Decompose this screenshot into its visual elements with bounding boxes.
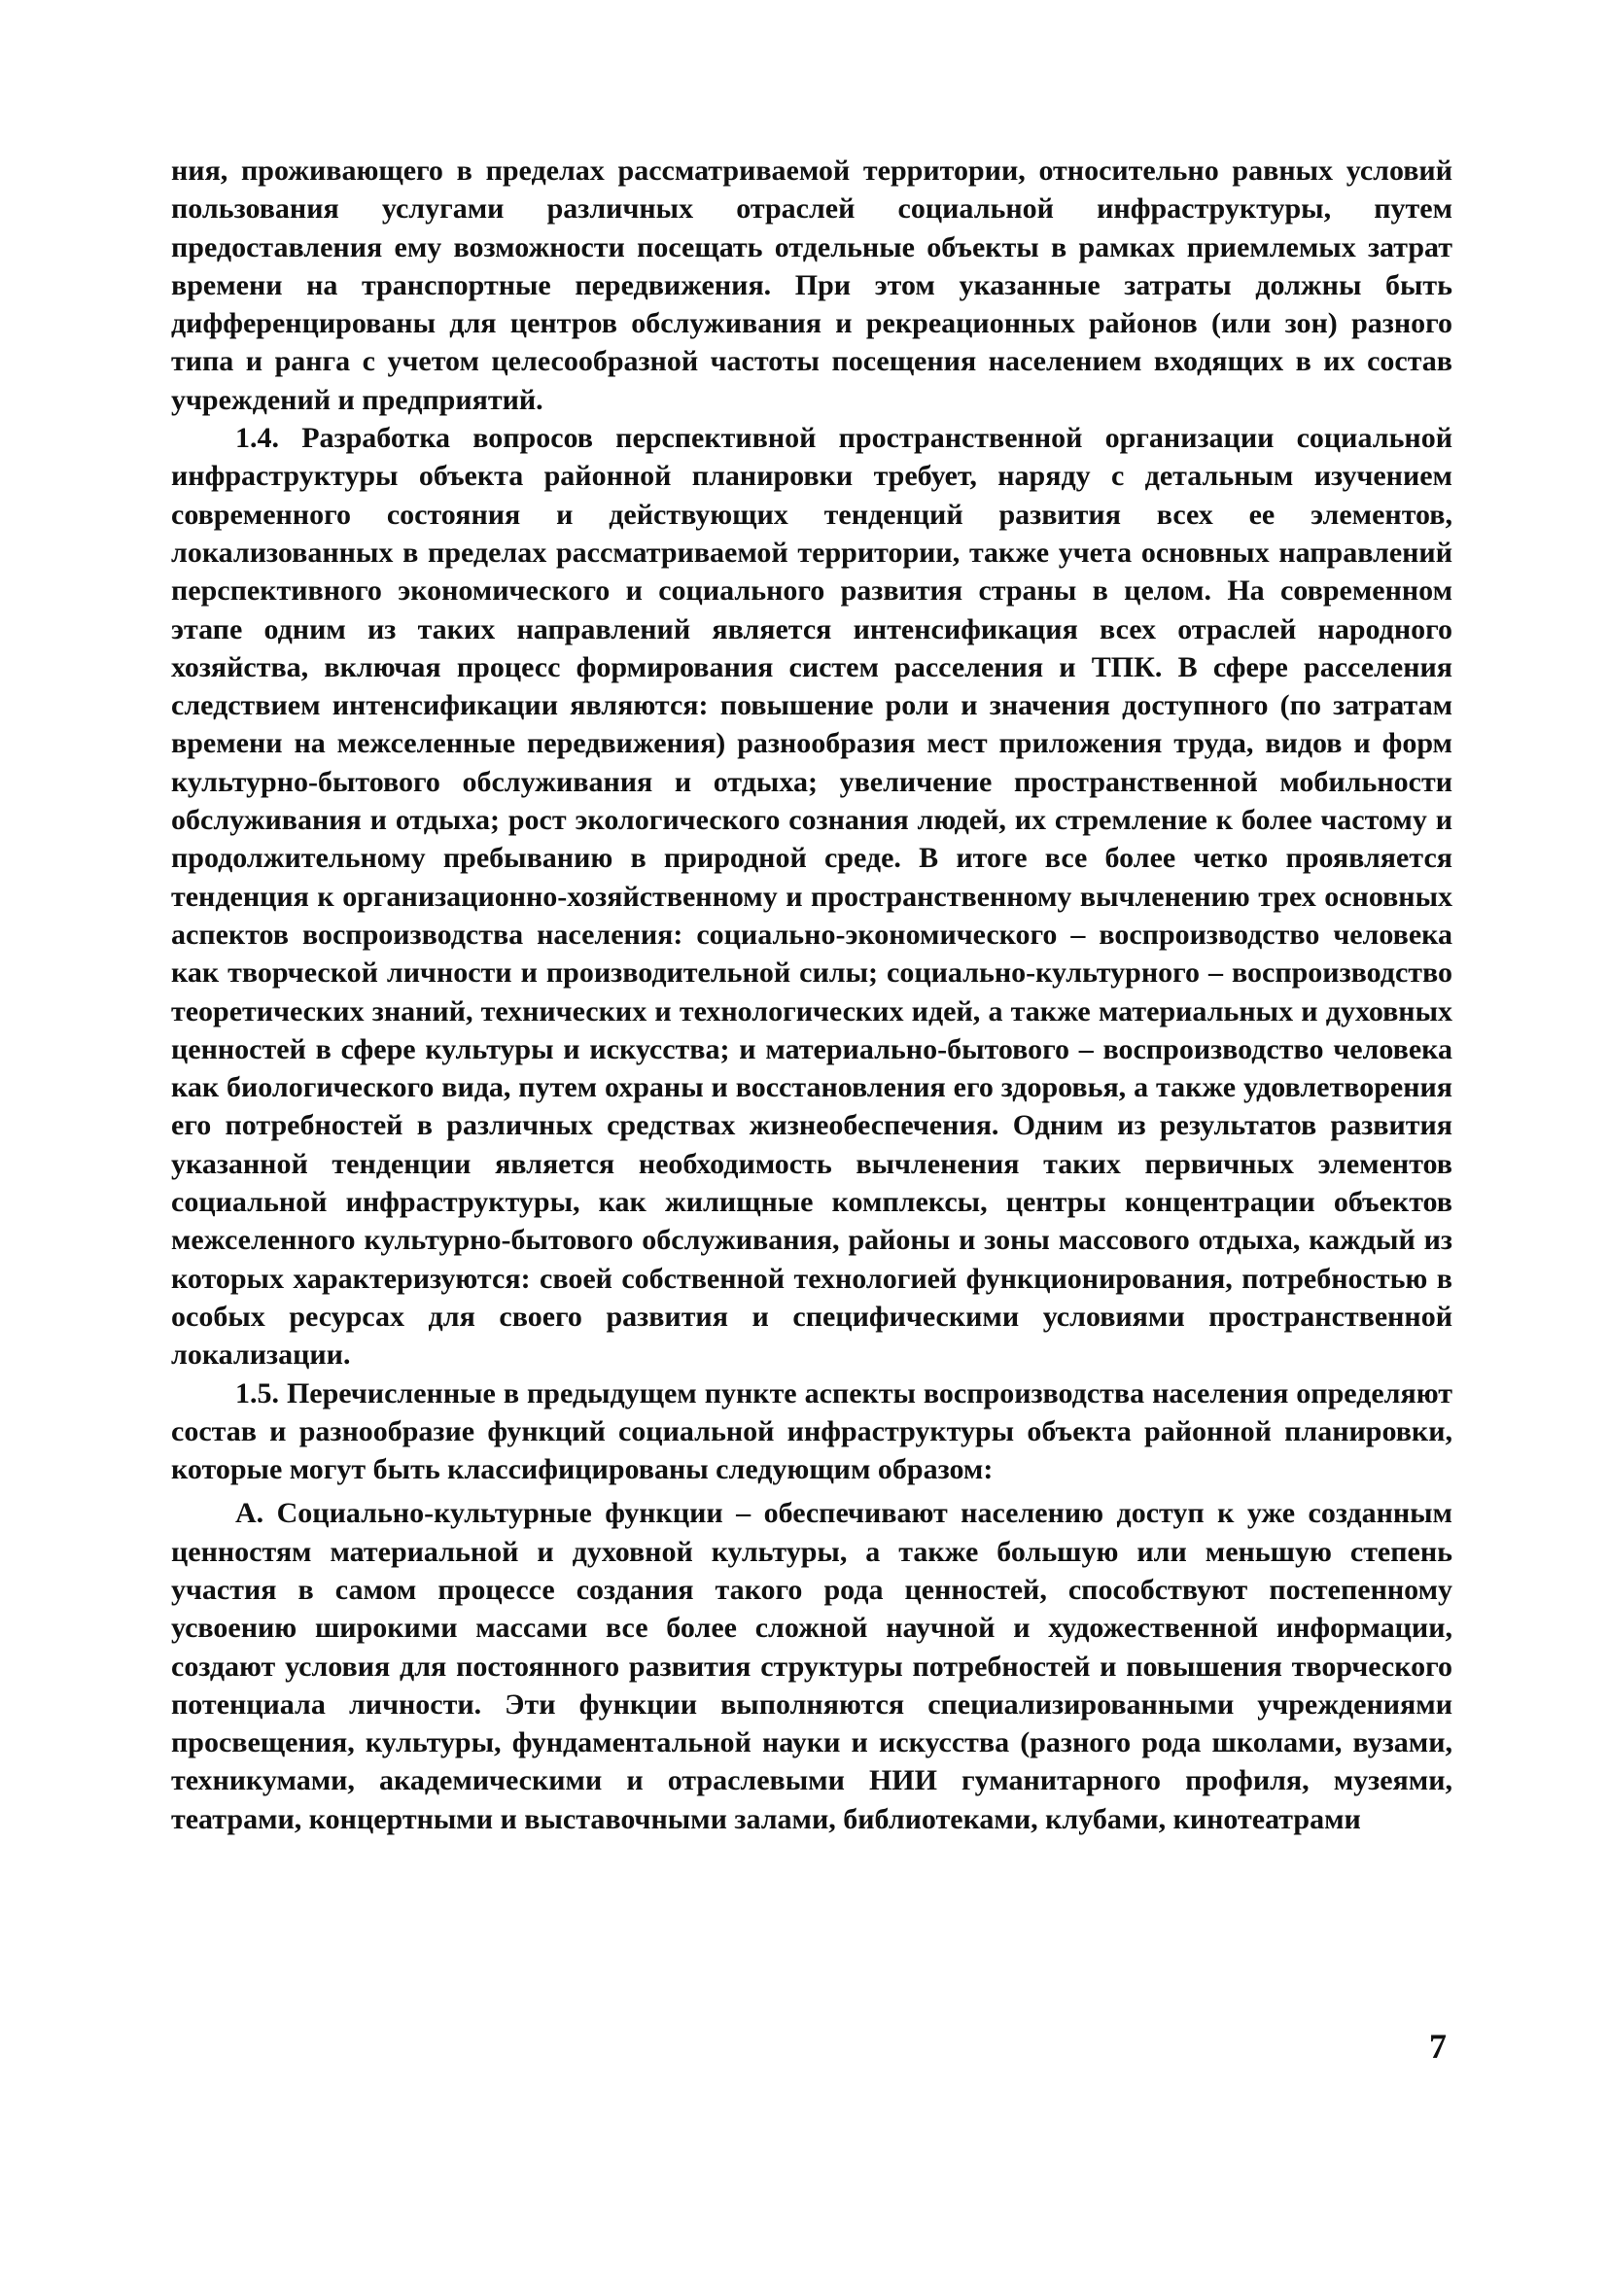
page-number: 7	[1429, 2027, 1447, 2066]
paragraph-1-4: 1.4. Разработка вопросов перспективной пространственной организации социальной инфраструктуры объекта районной планировки требует, наряду с детальным изучением современного состояния и действующих тенденций развития всех ее элементов, локализованных в пределах рассматриваемой территории, также учета основных направлений перспективного экономического и социального развития страны в целом. На современном этапе одним из таких направлений является интенсификация всех отраслей народного хозяйства, включая процесс формирования систем расселения и ТПК. В сфере расселения следствием интенсификации являются: повышение роли и значения доступного (по затратам времени на межселенные передвижения) разнообразия мест приложения труда, видов и форм культурно-бытового обслуживания и отдыха; увеличение пространственной мобильности обслуживания и отдыха; рост экологического сознания людей, их стремление к более частому и продолжительному пребыванию в природной среде. В итоге все более четко проявляется тенденция к организационно-хозяйственному и пространственному вычленению трех основных аспектов воспроизводства населения: социально-экономического – воспроизводство человека как творческой личности и производительной силы; социально-культурного – воспроизводство теоретических знаний, технических и технологических идей, а также материальных и духовных ценностей в сфере культуры и искусства; и материально-бытового – воспроизводство человека как биологического вида, путем охраны и восстановления его здоровья, а также удовлетворения его потребностей в различных средствах жизнеобеспечения. Одним из результатов развития указанной тенденции является необходимость вычленения таких первичных элементов социальной инфраструктуры, как жилищные комплексы, центры концентрации объектов межселенного культурно-бытового обслуживания, районы и зоны массового отдыха, каждый из которых характеризуются: своей собственной технологией функционирования, потребностью в особых ресурсах для своего развития и специфическими условиями пространственной локализации.	[171, 422, 1452, 1372]
body-text	[171, 152, 1452, 1838]
paragraph-1-5: 1.5. Перечисленные в предыдущем пункте аспекты воспроизводства населения определяют состав и разнообразие функций социальной инфраструктуры объекта районной планировки, которые могут быть классифицированы следующим образом:	[171, 1376, 1452, 1486]
paragraph-continuation: ния, проживающего в пределах рассматриваемой территории, относительно равных условий пользования услугами различных отраслей социальной инфраструктуры, путем предоставления ему возможности посещать отдельные объекты в рамках приемлемых затрат времени на транспортные передвижения. При этом указанные затраты должны быть дифференцированы для центров обслуживания и рекреационных районов (или зон) разного типа и ранга с учетом целесообразной частоты посещения населением входящих в их состав учреждений и предприятий.	[171, 155, 1452, 416]
paragraph-a-social-cultural: А. Социально-культурные функции – обеспечивают населению доступ к уже созданным ценностям материальной и духовной культуры, а также большую или меньшую степень участия в самом процессе создания такого рода ценностей, способствуют постепенному усвоению широкими массами все более сложной научной и художественной информации, создают условия для постоянного развития структуры потребностей и повышения творческого потенциала личности. Эти функции выполняются специализированными учреждениями просвещения, культуры, фундаментальной науки и искусства (разного рода школами, вузами, техникумами, академическими и отраслевыми НИИ гуманитарного профиля, музеями, театрами, концертными и выставочными залами, библиотеками, клубами, кинотеатрами	[171, 1497, 1452, 1835]
